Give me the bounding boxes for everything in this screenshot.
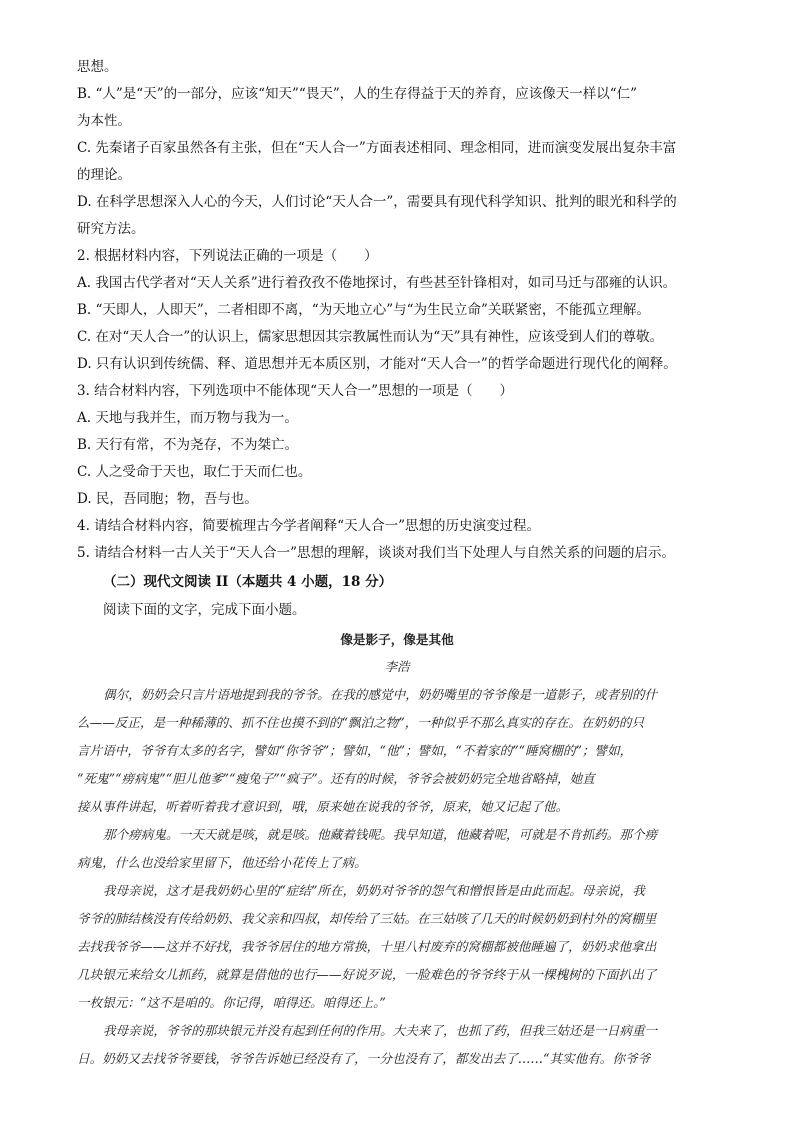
q1-option-b: B. “人”是“天”的一部分，应该“知天”“畏天”，人的生存得益于天的养育，应该像天一样以“仁” [77, 86, 638, 102]
section-instruction: 阅读下面的文字，完成下面小题。 [103, 602, 306, 618]
story-paragraph-line: “死鬼”“痨病鬼”“胆儿他爹”“瘦兔子”“疯子”。还有的时候，爷爷会被奶奶完全地省略掉，她直 [77, 771, 595, 786]
q3-option-b: B. 天行有常，不为尧存，不为桀亡。 [77, 437, 299, 453]
story-paragraph-line: 爷爷的肺结核没有传给奶奶、我父亲和四叔，却传给了三姑。在三姑咳了几天的时候奶奶到村外的窝棚里 [77, 911, 657, 926]
q1-text-line: 为本性。 [77, 113, 131, 129]
story-paragraph-line: 我母亲说，爷爷的那块银元并没有起到任何的作用。大夫来了，也抓了药，但我三姑还是一日病重一 [103, 1023, 658, 1038]
q1-option-d: D. 在科学思想深入人心的今天，人们讨论“天人合一”，需要具有现代科学知识、批判的眼光和科学的 [77, 194, 677, 210]
story-paragraph-line: 我母亲说，这才是我奶奶心里的“症结”所在，奶奶对爷爷的怨气和憎恨皆是由此而起。母亲说，我 [103, 883, 645, 898]
story-paragraph-line: 去找我爷爷——这并不好找，我爷爷居住的地方常换，十里八村废弃的窝棚都被他睡遍了，奶奶求他拿出 [77, 939, 657, 954]
q1-text-line: 研究方法。 [77, 221, 145, 237]
q2-option-b: B. “天即人，人即天”，二者相即不离，“为天地立心”与“为生民立命”关联紧密，不能孤立理解。 [77, 302, 650, 318]
story-paragraph-line: 病鬼，什么也没给家里留下，他还给小花传上了病。 [77, 855, 367, 870]
q2-stem: 2. 根据材料内容，下列说法正确的一项是（ ） [77, 248, 378, 264]
story-paragraph-line: 日。奶奶又去找爷爷要钱，爷爷告诉她已经没有了，一分也没有了，都发出去了……“其实他有。你爷爷 [77, 1051, 651, 1066]
q3-stem: 3. 结合材料内容，下列选项中不能体现“天人合一”思想的一项是（ ） [77, 383, 513, 399]
q3-option-d: D. 民，吾同胞；物，吾与也。 [77, 491, 258, 507]
q5-stem: 5. 请结合材料一古人关于“天人合一”思想的理解，谈谈对我们当下处理人与自然关系的问题的启示。 [77, 545, 675, 561]
story-paragraph-line: 那个痨病鬼。一天天就是咳，就是咳。他藏着钱呢。我早知道，他藏着呢，可就是不肯抓药。那个痨 [103, 827, 658, 842]
q3-option-c: C. 人之受命于天也，取仁于天而仁也。 [77, 464, 312, 480]
section-heading: （二）现代文阅读 II（本题共 4 小题，18 分） [103, 574, 393, 590]
story-title: 像是影子，像是其他 [340, 632, 454, 647]
story-paragraph-line: 接从事件讲起，听着听着我才意识到，哦，原来她在说我的爷爷，原来，她又记起了他。 [77, 799, 569, 814]
q2-option-d: D. 只有认识到传统儒、释、道思想并无本质区别，才能对“天人合一”的哲学命题进行现代化的阐释。 [77, 356, 677, 372]
q2-option-a: A. 我国古代学者对“天人关系”进行着孜孜不倦地探讨，有些甚至针锋相对，如司马迁与邵雍的认识。 [77, 275, 677, 291]
story-paragraph-line: 言片语中，爷爷有太多的名字，譬如“你爷爷”；譬如，“他”；譬如，“不着家的”“睡窝棚的”；譬如， [77, 743, 633, 758]
story-paragraph-line: 几块银元来给女儿抓药，就算是借他的也行——好说歹说，一脸难色的爷爷终于从一棵槐树的下面扒出了 [77, 967, 657, 982]
story-paragraph-line: 么——反正，是一种稀薄的、抓不住也摸不到的“飘泊之物”，一种似乎不那么真实的存在。在奶奶的只 [77, 715, 645, 730]
story-paragraph-line: 一枚银元：“这不是咱的。你记得，咱得还。咱得还上。” [77, 995, 386, 1010]
q2-option-c: C. 在对“天人合一”的认识上，儒家思想因其宗教属性而认为“天”具有神性，应该受到人们的尊敬。 [77, 329, 664, 345]
story-paragraph-line: 偶尔，奶奶会只言片语地提到我的爷爷。在我的感觉中，奶奶嘴里的爷爷像是一道影子，或者别的什 [103, 687, 658, 702]
q1-text-line: 思想。 [77, 59, 118, 75]
q1-text-line: 的理论。 [77, 167, 131, 183]
q1-option-c: C. 先秦诸子百家虽然各有主张，但在“天人合一”方面表述相同、理念相同，进而演变发展出复杂丰富 [77, 140, 677, 156]
q3-option-a: A. 天地与我并生，而万物与我为一。 [77, 410, 298, 426]
q4-stem: 4. 请结合材料内容，简要梳理古今学者阐释“天人合一”思想的历史演变过程。 [77, 518, 540, 534]
story-author: 李浩 [384, 659, 410, 674]
